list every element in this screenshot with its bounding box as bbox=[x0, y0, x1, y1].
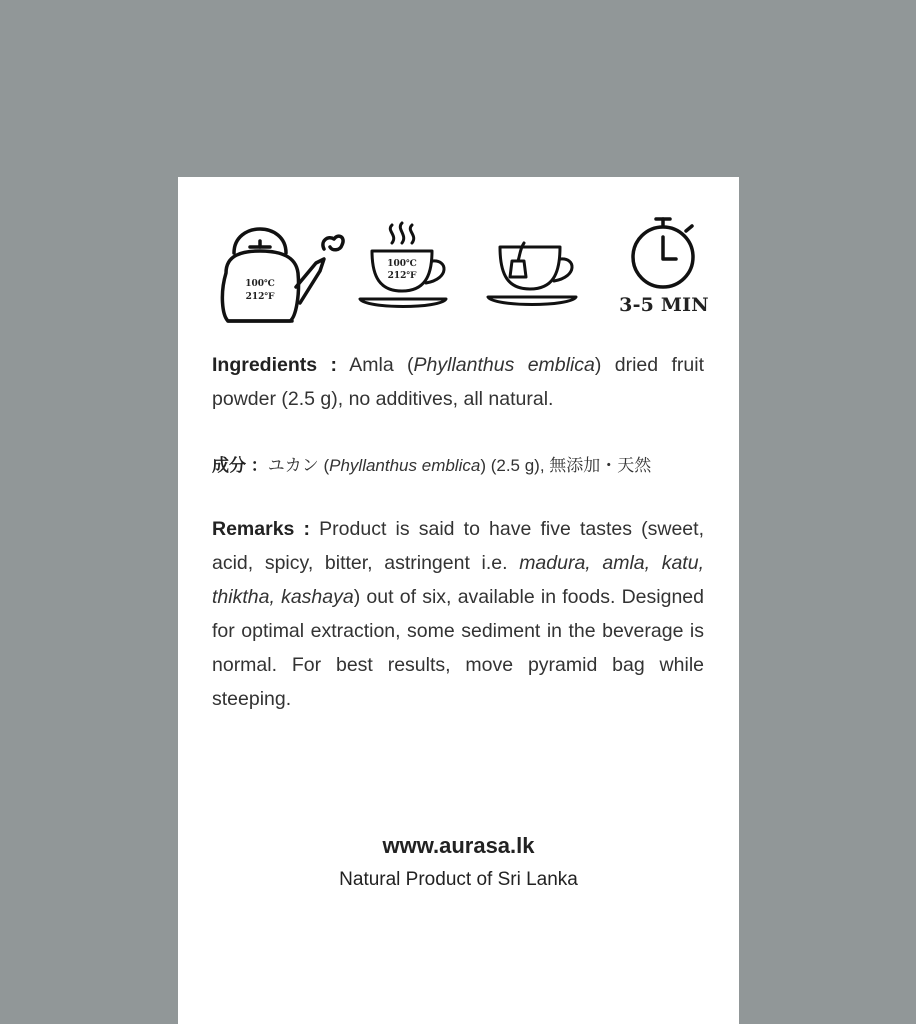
kettle-temp-f: 212℉ bbox=[245, 292, 275, 302]
ingredients-paragraph bbox=[212, 348, 704, 416]
kettle-icon bbox=[212, 211, 342, 323]
ingredients-text-b: ) dried fruit powder (2.5 g), no additives, all natural. bbox=[212, 354, 704, 410]
origin-text: Natural Product of Sri Lanka bbox=[339, 869, 578, 890]
cup-temp-f: 212℉ bbox=[387, 271, 417, 281]
ingredients-text-a: Amla ( bbox=[336, 354, 414, 376]
japanese-label: 成分 ： bbox=[212, 456, 268, 475]
website-url: www.aurasa.lk bbox=[382, 833, 535, 858]
cup-temp-c: 100℃ bbox=[387, 259, 417, 269]
japanese-text-a: ユカン ( bbox=[267, 456, 330, 475]
remarks-text-a: Product is said to have five tastes (sweet, acid, spicy, bitter, astringent i.e. bbox=[212, 518, 704, 574]
kettle-temp-c: 100℃ bbox=[245, 279, 275, 289]
hot-cup-icon bbox=[356, 221, 456, 313]
remarks-tastes: madura, amla, katu, thiktha, kashaya bbox=[212, 552, 704, 608]
steep-time-label: 3-5 MIN bbox=[619, 294, 709, 316]
remarks-label: Remarks : bbox=[212, 518, 311, 540]
japanese-text-b: ) (2.5 g), 無添加・天然 bbox=[480, 456, 652, 475]
remarks-paragraph bbox=[212, 512, 704, 716]
japanese-ingredients-paragraph bbox=[212, 449, 704, 483]
product-label-card bbox=[178, 177, 739, 1024]
teabag-cup-icon bbox=[484, 239, 584, 311]
ingredients-latin-name: Phyllanthus emblica bbox=[413, 354, 595, 376]
japanese-latin-name: Phyllanthus emblica bbox=[329, 456, 481, 475]
timer-icon bbox=[624, 215, 704, 295]
ingredients-label: Ingredients : bbox=[212, 354, 337, 376]
remarks-text-b: ) out of six, available in foods. Designed for optimal extraction, some sediment in the beverage is normal. For best results, move pyramid bag while steeping. bbox=[212, 586, 704, 710]
